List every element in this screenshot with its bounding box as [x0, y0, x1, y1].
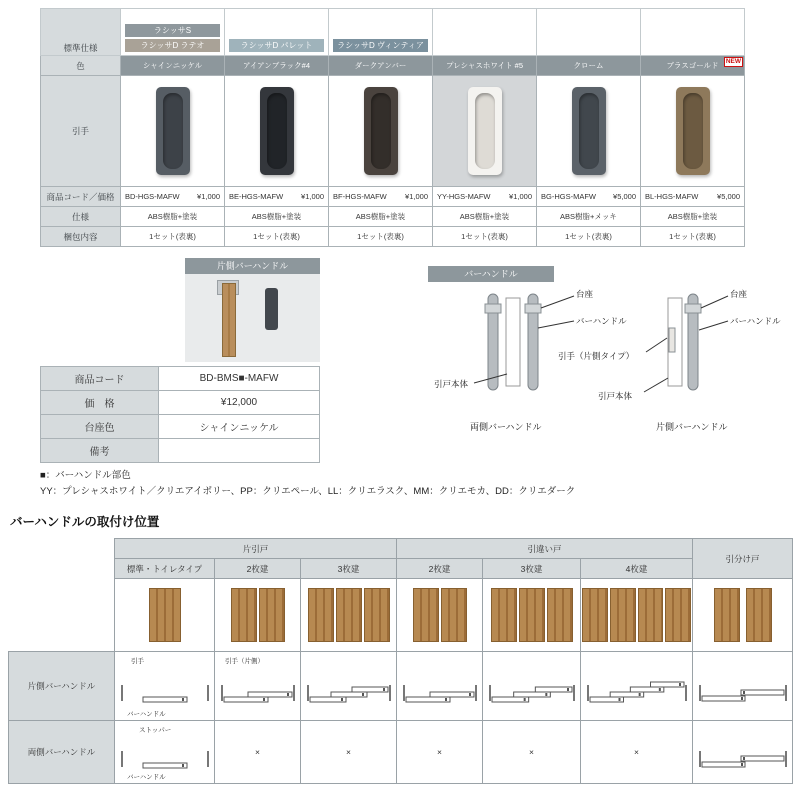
series-badge-lasissa-d-vintia: ラシッサD ヴィンティア: [333, 39, 428, 52]
row-label-handle: 引手: [41, 76, 121, 187]
product-price: ¥1,000: [197, 192, 220, 201]
door-thumb-hikiwake: [693, 579, 793, 652]
handle-image-cell: [121, 76, 225, 187]
row-label-package: 梱包内容: [41, 227, 121, 247]
handle-image-cell: [537, 76, 641, 187]
handle-image-cell: [433, 76, 537, 187]
material-cell: ABS樹脂+塗装: [329, 207, 433, 227]
spec-label: 台座色: [41, 415, 159, 439]
label-body-right: 引戸本体: [598, 391, 633, 401]
product-price: ¥5,000: [613, 192, 636, 201]
label-bar-left: バーハンドル: [576, 316, 627, 326]
label-hikite-kata: 引手（片側）: [225, 658, 264, 665]
label-daiza-left: 台座: [576, 289, 594, 299]
handle-image-cell: [641, 76, 745, 187]
footnote-1: ■：バーハンドル部色: [40, 470, 131, 481]
label-bar-right: バーハンドル: [730, 316, 781, 326]
row-label-material: 仕様: [41, 207, 121, 227]
spec-cell-1: [121, 9, 225, 56]
spec-label: 商品コード: [41, 367, 159, 391]
package-cell: 1セット(表裏): [641, 227, 745, 247]
label-hikite: 引手（片側タイプ）: [558, 351, 635, 361]
spec-label: 備考: [41, 439, 159, 463]
standard-spec-row: [41, 9, 745, 56]
diagram-cell: [115, 721, 215, 784]
caption-both-side: 両側バーハンドル: [470, 422, 542, 432]
one-side-bar-handle-title: 片側バーハンドル: [185, 258, 320, 274]
handle-image-cell: [329, 76, 433, 187]
pull-plate-image: [265, 288, 278, 330]
diagram-cell: [397, 652, 483, 721]
col-header-3mai-b: 3枚建: [483, 559, 581, 579]
series-badge-lasissa-d-lateo: ラシッサD ラテオ: [125, 39, 220, 52]
col-header-4mai: 4枚建: [581, 559, 693, 579]
not-available-mark: ×: [483, 721, 581, 784]
one-side-bar-handle-photo: [185, 274, 320, 362]
label-stopper: ストッパー: [139, 727, 172, 734]
label-daiza-right: 台座: [730, 289, 748, 299]
door-thumb-3b: [483, 579, 581, 652]
not-available-mark: ×: [215, 721, 301, 784]
spec-cell-2: [225, 9, 329, 56]
product-code: BL-HGS-MAFW: [645, 192, 699, 201]
color-header: アイアンブラック#4: [225, 56, 329, 76]
diagram-cell: [301, 652, 397, 721]
row-label-code-price: 商品コード／価格: [41, 187, 121, 207]
install-section-title: バーハンドルの取付け位置: [10, 515, 160, 529]
col-header-standard: 標準・トイレタイプ: [115, 559, 215, 579]
door-thumb-3: [301, 579, 397, 652]
spec-value: シャインニッケル: [159, 415, 320, 439]
blank-corner: [9, 539, 115, 652]
door-thumb-2: [215, 579, 301, 652]
both-side-row: [9, 721, 793, 784]
color-header: プレシャスホワイト #5: [433, 56, 537, 76]
product-price: ¥5,000: [717, 192, 740, 201]
product-code: YY-HGS-MAFW: [437, 192, 491, 201]
flush-pull-image: [364, 87, 398, 175]
diagram-cell: [483, 652, 581, 721]
wood-bar-image: [222, 283, 236, 357]
spec-label: 価 格: [41, 391, 159, 415]
series-badge-lasissa-d-palette: ラシッサD パレット: [229, 39, 324, 52]
product-code: BF-HGS-MAFW: [333, 192, 387, 201]
group-header-hikiwake: 引分け戸: [693, 539, 793, 579]
diagram-cell: [115, 652, 215, 721]
col-header-3mai-a: 3枚建: [301, 559, 397, 579]
spec-cell-3: [329, 9, 433, 56]
spec-value: BD-BMS■-MAFW: [159, 367, 320, 391]
new-badge: NEW: [725, 58, 741, 65]
material-cell: ABS樹脂+塗装: [433, 207, 537, 227]
flush-pull-image: [260, 87, 294, 175]
spec-value: [159, 439, 320, 463]
product-code: BD-HGS-MAFW: [125, 192, 180, 201]
code-price-row: [41, 187, 745, 207]
door-thumb-standard: [115, 579, 215, 652]
flush-pull-image: [572, 87, 606, 175]
door-panel: [149, 588, 181, 642]
label-bar: バーハンドル: [127, 774, 166, 781]
not-available-mark: ×: [301, 721, 397, 784]
material-cell: ABS樹脂+塗装: [225, 207, 329, 227]
footnotes: [40, 468, 575, 500]
product-price: ¥1,000: [509, 192, 532, 201]
color-header: クローム: [537, 56, 641, 76]
material-cell: ABS樹脂+塗装: [121, 207, 225, 227]
bar-handle-section: [0, 256, 800, 464]
door-thumbnail-row: [9, 579, 793, 652]
package-cell: 1セット(表裏): [121, 227, 225, 247]
col-header-2mai-a: 2枚建: [215, 559, 301, 579]
caption-one-side: 片側バーハンドル: [656, 422, 728, 432]
package-cell: 1セット(表裏): [537, 227, 641, 247]
label-bar: バーハンドル: [127, 711, 166, 718]
color-header: [641, 56, 745, 76]
group-header-kata-hikido: 片引戸: [115, 539, 397, 559]
col-header-2mai-b: 2枚建: [397, 559, 483, 579]
not-available-mark: ×: [581, 721, 693, 784]
bar-handle-spec-table: [40, 366, 320, 463]
handle-image-row: [41, 76, 745, 187]
color-header: ダークアンバー: [329, 56, 433, 76]
color-header: シャインニッケル: [121, 56, 225, 76]
row-label-spec: 標準仕様: [41, 9, 121, 56]
door-thumb-4: [581, 579, 693, 652]
group-header-hikichigai: 引違い戸: [397, 539, 693, 559]
handle-image-cell: [225, 76, 329, 187]
color-header-label: ブラスゴールド: [666, 61, 719, 70]
not-available-mark: ×: [397, 721, 483, 784]
product-code: BE-HGS-MAFW: [229, 192, 284, 201]
diagram-cell: [581, 652, 693, 721]
material-row: [41, 207, 745, 227]
product-spec-table: [40, 8, 745, 247]
flush-pull-image: [468, 87, 502, 175]
footnote-2: YY：プレシャスホワイト／クリエアイボリー、PP：クリエペール、LL：クリエラスク、MM：クリエモカ、DD：クリエダーク: [40, 486, 576, 498]
flush-pull-image: [676, 87, 710, 175]
bar-handle-diagram-title: バーハンドル: [428, 266, 554, 282]
door-thumb-2b: [397, 579, 483, 652]
package-cell: 1セット(表裏): [329, 227, 433, 247]
package-row: [41, 227, 745, 247]
material-cell: ABS樹脂+塗装: [641, 207, 745, 227]
spec-value: ¥12,000: [159, 391, 320, 415]
material-cell: ABS樹脂+メッキ: [537, 207, 641, 227]
row-label-both-side: 両側バーハンドル: [9, 721, 115, 784]
row-label-color: 色: [41, 56, 121, 76]
series-badge-lasissa-s: ラシッサS: [125, 24, 220, 37]
color-row: [41, 56, 745, 76]
flush-pull-image: [156, 87, 190, 175]
package-cell: 1セット(表裏): [433, 227, 537, 247]
product-code: BG-HGS-MAFW: [541, 192, 596, 201]
label-body-left: 引戸本体: [434, 379, 469, 389]
diagram-cell: [693, 721, 793, 784]
diagram-cell: [693, 652, 793, 721]
diagram-cell: [215, 652, 301, 721]
row-label-one-side: 片側バーハンドル: [9, 652, 115, 721]
product-price: ¥1,000: [405, 192, 428, 201]
package-cell: 1セット(表裏): [225, 227, 329, 247]
product-price: ¥1,000: [301, 192, 324, 201]
label-hikite: 引手: [131, 658, 144, 665]
install-position-table: [8, 538, 793, 784]
one-side-row: [9, 652, 793, 721]
bar-handle-diagram: [428, 282, 790, 462]
